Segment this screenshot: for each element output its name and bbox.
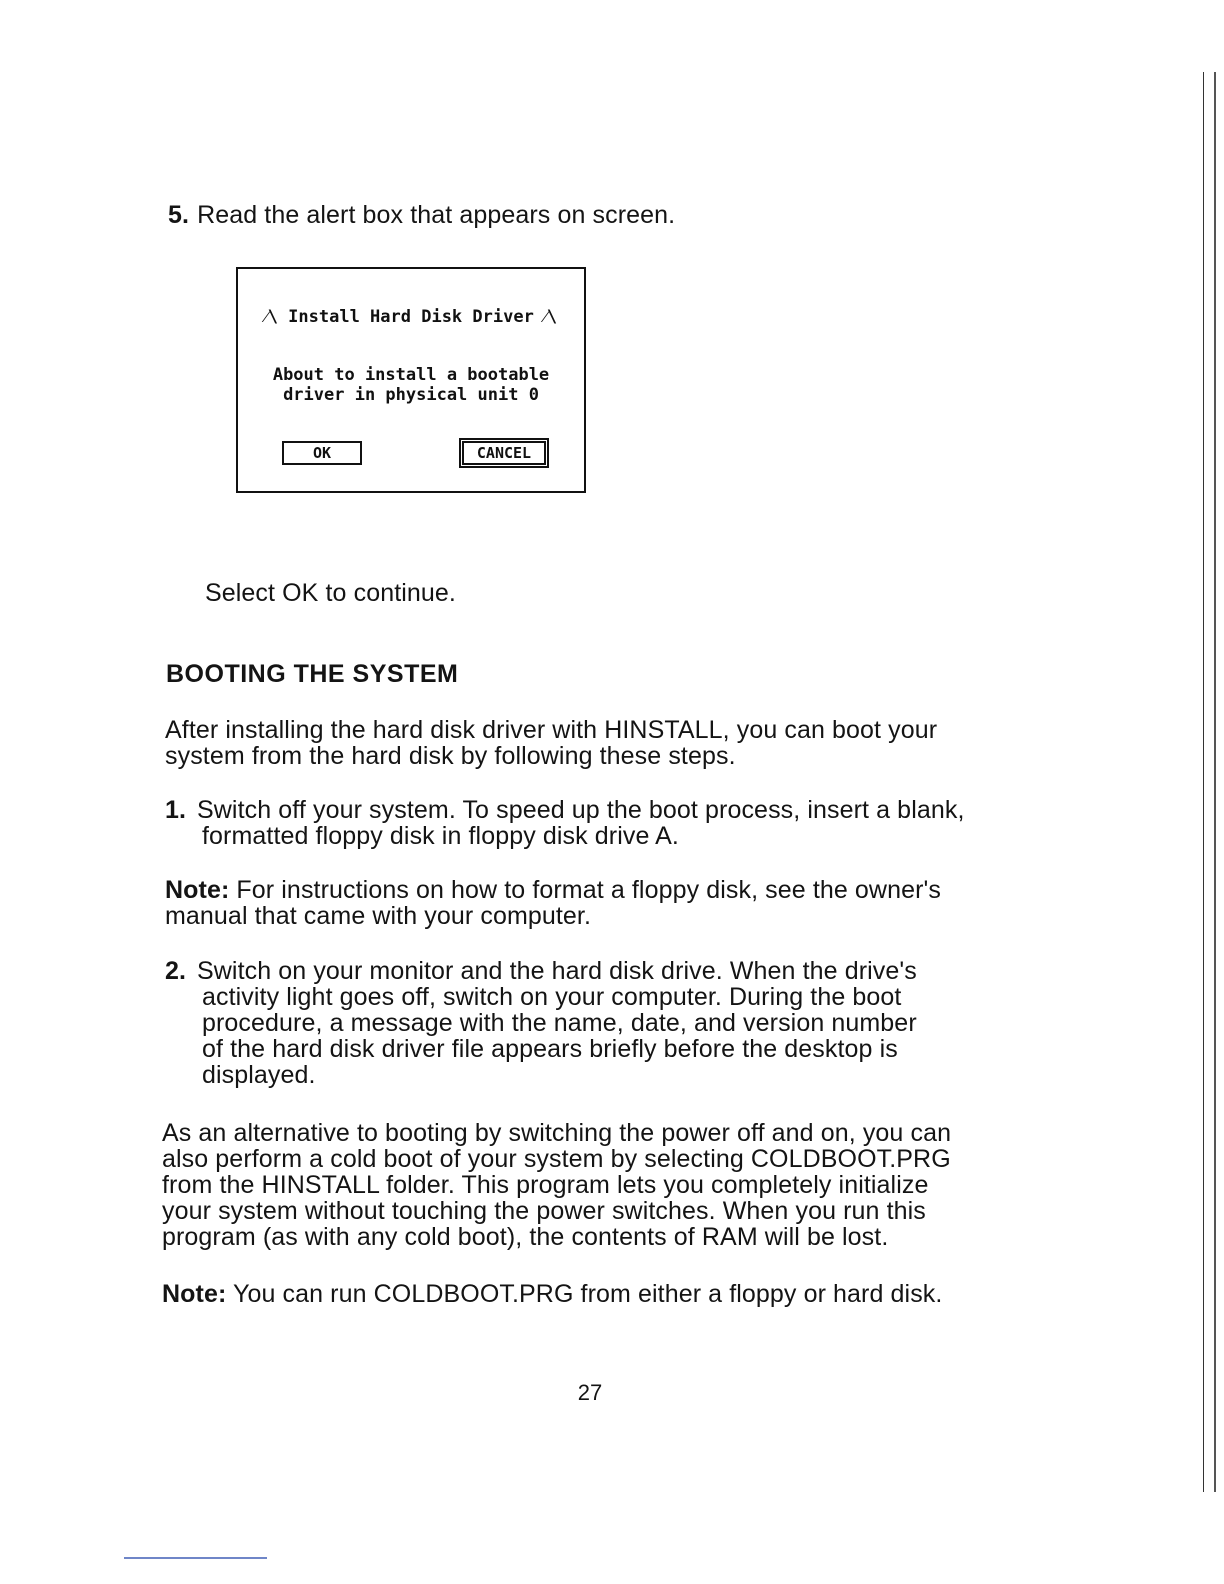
text-line: program (as with any cold boot), the contents of RAM will be lost. <box>162 1223 889 1251</box>
text-line: Switch off your system. To speed up the boot process, insert a blank, <box>197 796 965 824</box>
text-line: from the HINSTALL folder. This program lets you completely initialize <box>162 1171 929 1199</box>
text-line: manual that came with your computer. <box>165 902 592 930</box>
note-label: Note: <box>165 876 230 904</box>
text-line: formatted floppy disk in floppy disk drive A. <box>202 822 679 850</box>
alert-title: ⁄\ Install Hard Disk Driver ⁄\ <box>264 307 558 327</box>
text-line: As an alternative to booting by switching the power off and on, you can <box>162 1119 952 1147</box>
note-paragraph-2 <box>162 1281 1062 1307</box>
alert-message-line: About to install a bootable <box>272 365 550 385</box>
text-line: your system without touching the power switches. When you run this <box>162 1197 926 1225</box>
select-ok-instruction: Select OK to continue. <box>205 579 456 607</box>
text-line: displayed. <box>202 1061 316 1089</box>
section-heading: BOOTING THE SYSTEM <box>166 660 459 688</box>
text-line: After installing the hard disk driver with HINSTALL, you can boot your <box>165 716 938 744</box>
alternative-paragraph <box>162 1120 1062 1250</box>
page-number: 27 <box>577 1380 603 1405</box>
step-2 <box>165 958 1065 1088</box>
scan-edge-border <box>1203 72 1216 1492</box>
step-number: 1. <box>165 796 187 824</box>
step-number: 2. <box>165 957 187 985</box>
text-line: For instructions on how to format a floppy disk, see the owner's <box>229 876 941 904</box>
footer-rule <box>124 1557 267 1559</box>
alert-message-line: driver in physical unit 0 <box>283 385 539 405</box>
step-text: Read the alert box that appears on screen. <box>197 201 676 229</box>
note-paragraph <box>165 877 1065 929</box>
text-line: of the hard disk driver file appears briefly before the desktop is <box>202 1035 898 1063</box>
text-line: also perform a cold boot of your system by selecting COLDBOOT.PRG <box>162 1145 951 1173</box>
text-line: You can run COLDBOOT.PRG from either a floppy or hard disk. <box>226 1280 943 1308</box>
step-1 <box>165 797 1065 849</box>
note-label: Note: <box>162 1280 227 1308</box>
step-number: 5. <box>168 201 190 229</box>
text-line: activity light goes off, switch on your computer. During the boot <box>202 983 902 1011</box>
alert-message <box>238 365 584 405</box>
text-line: procedure, a message with the name, date, and version number <box>202 1009 917 1037</box>
step-5 <box>168 202 675 228</box>
text-line: Switch on your monitor and the hard disk drive. When the drive's <box>197 957 917 985</box>
alert-dialog <box>236 267 586 493</box>
text-line: system from the hard disk by following these steps. <box>165 742 736 770</box>
intro-paragraph <box>165 717 1065 769</box>
cancel-button[interactable]: CANCEL <box>462 441 546 465</box>
ok-button[interactable]: OK <box>282 441 362 465</box>
